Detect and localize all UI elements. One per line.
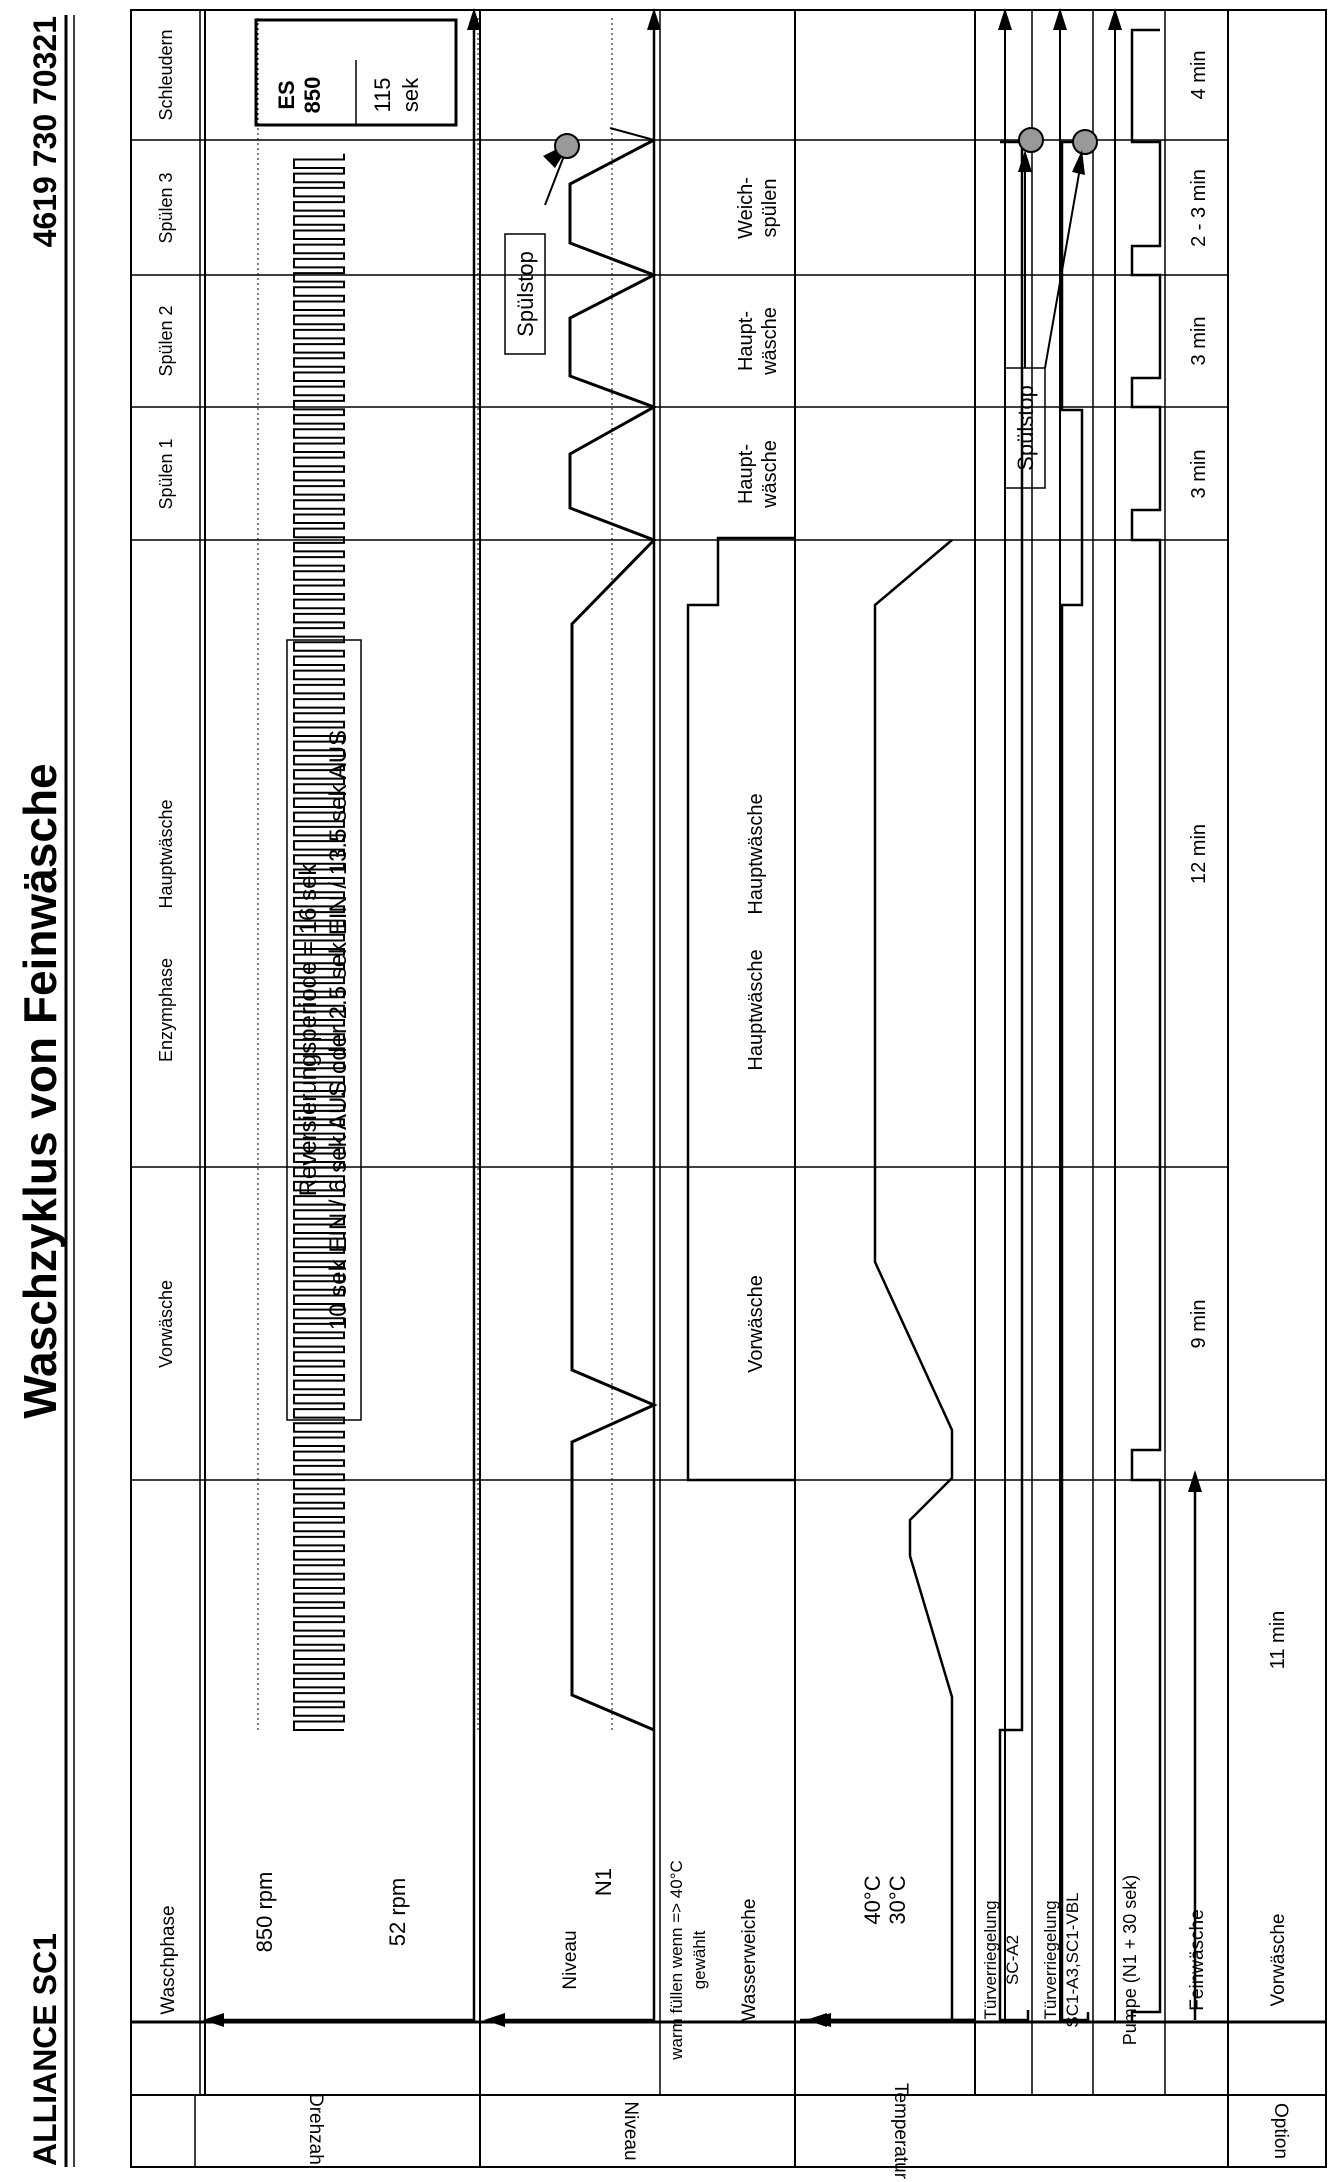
section-label-option: Option	[1270, 2103, 1291, 2159]
row-label-pumpe: Pumpe (N1 + 30 sek)	[1120, 1874, 1140, 2046]
phase-label-hauptwaesche: Hauptwäsche	[156, 799, 176, 909]
row-label-850-rpm: 850 rpm	[252, 1871, 277, 1953]
row-label-warm-fill-line2: gewählt	[690, 1930, 709, 1990]
wasserweiche-label-enzym: Hauptwäsche	[745, 949, 767, 1071]
duration-spuelen-2: 3 min	[1188, 316, 1210, 366]
phase-label-spuelen-1: Spülen 1	[156, 438, 176, 510]
brand-label: ALLIANCE SC1	[27, 1933, 63, 2166]
row-label-52-rpm: 52 rpm	[385, 1877, 410, 1947]
reversing-detail-text: 10 sek EIN / 6 sek AUS oder 2.5 sek EIN / 13.5 sek AUS	[325, 729, 352, 1331]
section-label-temperatur: Temperatur	[890, 2082, 911, 2180]
spuelstop-arrow-door-a2-icon	[1018, 150, 1032, 172]
spin-time-value: 115	[370, 77, 395, 113]
row-label-door-a3-line2: SC1-A3,SC1-VBL	[1063, 1892, 1082, 2028]
vorwaesche-row	[1267, 1611, 1289, 1670]
drehzahl-axis-arrow-icon	[467, 8, 481, 30]
row-label-vorwaesche: Vorwäsche	[1268, 1913, 1289, 2007]
door-lock-a2-marker	[1019, 128, 1043, 152]
duration-enzymphase: 9 min	[1188, 1299, 1210, 1349]
section-label-drehzahl: Drehzahl	[305, 2092, 326, 2170]
row-label-n1: N1	[591, 1867, 616, 1897]
section-label-niveau: Niveau	[620, 2101, 641, 2161]
row-label-door-a2-line2: SC-A2	[1003, 1934, 1022, 1986]
wasserweiche-label-spuelen1-b: wäsche	[759, 440, 781, 508]
phase-label-schleudern: Schleudern	[156, 29, 176, 121]
row-label-warm-fill-line1: warm füllen wenn => 40°C	[667, 1860, 686, 2060]
temperatur-section	[806, 540, 975, 2027]
door-lock-a3-arrow-icon	[1053, 8, 1067, 30]
wasserweiche-label-spuelen1-a: Haupt-	[735, 443, 757, 505]
phase-label-spuelen-3: Spülen 3	[156, 172, 176, 244]
door-lock-a3-section	[1005, 8, 1097, 2022]
niveau-axis-arrow-icon	[647, 8, 661, 30]
wasserweiche-label-spuelen2-b: wäsche	[759, 307, 781, 375]
wasserweiche-label-vorwaesche: Vorwäsche	[745, 1275, 767, 1373]
wasserweiche-label-spuelen2-a: Haupt-	[735, 310, 757, 372]
door-lock-a3-marker	[1073, 130, 1097, 154]
duration-spuelen-3: 2 - 3 min	[1188, 169, 1210, 247]
niveau-start-arrow-icon	[484, 2013, 505, 2027]
diagram-title: Waschzyklus von Feinwäsche	[14, 763, 66, 1419]
feinwaesche-row	[1188, 51, 1210, 2020]
wasserweiche-valve-line	[688, 538, 795, 1480]
pumpe-signal	[1132, 30, 1160, 2022]
phase-label-enzymphase: Enzymphase	[156, 957, 176, 1063]
wasserweiche-section	[688, 177, 975, 2027]
row-label-door-a2-line1: Türverriegelung	[981, 1900, 1000, 2020]
wasserweiche-label-haupt: Hauptwäsche	[745, 793, 767, 915]
row-label-niveau: Niveau	[560, 1930, 581, 1990]
temperatur-curve	[875, 540, 952, 1730]
phase-label-vorwaesche: Vorwäsche	[156, 1279, 176, 1369]
wasserweiche-label-spuelen3-b: spülen	[759, 178, 781, 238]
es-rpm-label: 850	[300, 76, 325, 114]
door-lock-a2-section	[998, 8, 1043, 2022]
row-label-waschphase: Waschphase	[158, 1905, 179, 2015]
niveau-section	[484, 8, 661, 2027]
phase-label-spuelen-2: Spülen 2	[156, 305, 176, 377]
duration-spuelen-1: 3 min	[1188, 449, 1210, 499]
feinwaesche-arrow-icon	[1188, 1470, 1202, 1492]
pumpe-arrow-icon	[1108, 8, 1122, 30]
row-label-wasserweiche: Wasserweiche	[739, 1898, 760, 2022]
spuelstop-label-door: Spülstop	[1013, 385, 1038, 471]
row-label-temp-30: 30°C	[885, 1875, 910, 1925]
door-lock-a2-arrow-icon	[998, 8, 1012, 30]
pumpe-section	[1108, 8, 1160, 2022]
es-label: ES	[274, 80, 299, 110]
spuelstop-label-niveau: Spülstop	[513, 251, 538, 337]
reversing-period-text: Reversierungsperiode = 16 sek	[295, 863, 322, 1197]
row-label-feinwaesche: Feinwäsche	[1187, 1909, 1208, 2011]
row-labels	[158, 1860, 1289, 2061]
drehzahl-section	[203, 8, 481, 2027]
temperatur-start-arrow-icon	[806, 2013, 827, 2027]
header	[14, 16, 66, 2166]
spuelstop-marker-niveau	[555, 134, 579, 158]
duration-schleudern: 4 min	[1188, 50, 1210, 100]
row-label-door-a3-line1: Türverriegelung	[1041, 1900, 1060, 2020]
wasserweiche-label-spuelen3-a: Weich-	[735, 177, 757, 239]
spin-time-unit: sek	[398, 77, 423, 113]
row-label-temp-40: 40°C	[860, 1875, 885, 1925]
document-number: 4619 730 70321	[27, 16, 63, 248]
drehzahl-start-arrow-icon	[203, 2013, 224, 2027]
duration-hauptwaesche: 12 min	[1188, 823, 1210, 885]
duration-vorwaesche: 11 min	[1267, 1610, 1289, 1670]
door-lock-a3-signal	[1062, 142, 1088, 2020]
